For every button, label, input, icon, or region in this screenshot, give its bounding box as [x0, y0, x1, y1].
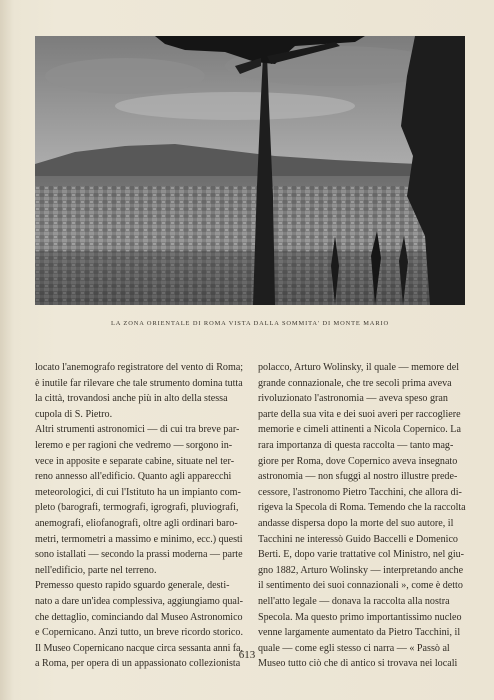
text-line: e Copernicano. Anzi tutto, un breve ricordo storico. — [35, 627, 243, 639]
text-line: gno 1882, Arturo Wolinsky — interpretando anche — [258, 564, 464, 576]
text-line: memorie e cimeli attinenti a Nicola Copernico. La — [258, 424, 461, 436]
text-line: Specola. Ma questo primo importantissimo nucleo — [258, 611, 462, 623]
text-line: Tacchini ne interessò Guido Baccelli e Domenico — [258, 533, 458, 545]
text-line: leremo e per ragioni che vedremo — sorgono in- — [35, 439, 233, 451]
text-line: quale — come egli stesso ci narra — « Passò al — [258, 642, 450, 654]
text-line: nell'atto legale — donava la raccolta alla nostra — [258, 595, 450, 607]
text-line: nato a dare un'idea complessiva, aggiungiamo qual- — [35, 595, 243, 607]
text-line: Museo tutto ciò che di antico si trovava nei locali — [258, 658, 458, 670]
text-line: venne largamente aumentato da Pietro Tacchini, il — [258, 627, 461, 639]
text-line: locato l'anemografo registratore del vento di Roma; — [35, 362, 243, 373]
text-line: grande connazionale, che tre secoli prima aveva — [258, 377, 452, 389]
photo-caption: LA ZONA ORIENTALE DI ROMA VISTA DALLA SOMMITA' DI MONTE MARIO — [110, 320, 390, 327]
text-line: reno annesso all'edificio. Quanto agli apparecchi — [35, 471, 232, 483]
text-line: pleto (barografi, termografi, igrografi, pluviografi, — [35, 502, 239, 514]
text-line: rivoluzionato l'astronomia — aveva speso gran — [258, 393, 448, 405]
text-line: nell'edificio, parte nel terreno. — [35, 564, 157, 576]
text-line: è inutile far rilevare che tale strumento domina tutta — [35, 377, 243, 389]
text-line: rigeva la Specola di Roma. Temendo che la raccolta — [258, 502, 466, 514]
text-line: a Roma, per opera di un appassionato collezionista — [35, 658, 241, 670]
text-line: cessore, l'astronomo Pietro Tacchini, che allora di- — [258, 486, 462, 498]
rome-panorama-photo — [35, 36, 465, 305]
text-line: giore per Roma, dove Copernico aveva insegnato — [258, 455, 458, 467]
text-line: Premesso questo rapido sguardo generale, desti- — [35, 580, 230, 592]
page-number: 613 — [238, 649, 256, 661]
text-line: anemografi, eliofanografi, oltre agli ordinari baro- — [35, 517, 238, 529]
text-column-right — [258, 360, 466, 672]
text-line: metri, termometri a massimo e minimo, ecc.) questi — [35, 533, 243, 545]
text-column-left — [35, 360, 243, 672]
text-line: sono istallati — secondo la prassi moderna — parte — [35, 549, 243, 561]
text-line: polacco, Arturo Wolinsky, il quale — memore del — [258, 362, 460, 373]
text-line: cupola di S. Pietro. — [35, 408, 113, 420]
text-line: andasse dispersa dopo la morte del suo autore, il — [258, 517, 454, 529]
text-line: Berti. E, dopo varie trattative col Ministro, nel giu- — [258, 549, 465, 561]
text-line: meteorologici, di cui l'Istituto ha un impianto com- — [35, 486, 241, 498]
text-line: Il Museo Copernicano nacque circa sessanta anni fa, — [35, 642, 243, 654]
text-line: Altri strumenti astronomici — di cui tra breve par- — [35, 424, 240, 436]
text-line: parte della sua vita e dei suoi averi per raccogliere — [258, 408, 461, 420]
text-line: il sentimento dei suoi connazionali », come è detto — [258, 580, 463, 592]
text-line: che dettaglio, cominciando dal Museo Astronomico — [35, 611, 243, 623]
text-line: la città, trovandosi anche più in alto della stessa — [35, 393, 228, 405]
text-line: astronomia — non sfuggì al nostro illustre prede- — [258, 471, 458, 483]
text-line: vece in apposite e separate cabine, situate nel ter- — [35, 455, 235, 467]
text-line: rara importanza di questa raccolta — tanto mag- — [258, 439, 454, 451]
